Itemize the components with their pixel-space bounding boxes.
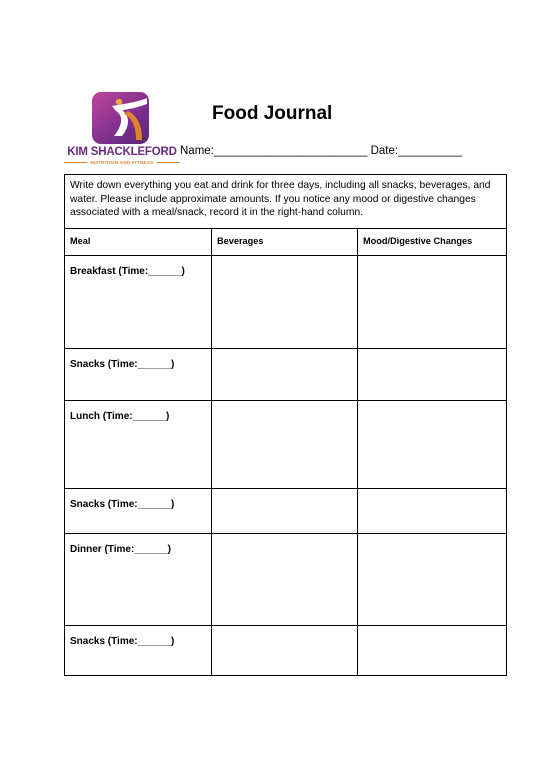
meal-label: Lunch (Time:______) bbox=[70, 411, 170, 422]
table-row bbox=[65, 489, 506, 534]
beverages-cell[interactable] bbox=[211, 534, 358, 625]
beverages-cell[interactable] bbox=[211, 256, 358, 348]
tagline-rule-left bbox=[64, 162, 87, 163]
beverages-cell[interactable] bbox=[211, 349, 358, 400]
meal-label: Breakfast (Time:______) bbox=[70, 266, 185, 277]
table-row bbox=[65, 256, 506, 349]
beverages-cell[interactable] bbox=[211, 626, 358, 675]
meal-label: Snacks (Time:______) bbox=[70, 636, 175, 647]
page-title: Food Journal bbox=[212, 103, 333, 124]
mood-cell[interactable] bbox=[357, 401, 507, 488]
logo-tagline-text: NUTRITION AND FITNESS bbox=[90, 160, 154, 165]
brand-logo bbox=[64, 92, 180, 164]
name-field[interactable]: Name:________________________ bbox=[180, 145, 368, 157]
table-row bbox=[65, 626, 506, 675]
column-header-beverages: Beverages bbox=[217, 236, 264, 246]
table-row bbox=[65, 534, 506, 626]
beverages-cell[interactable] bbox=[211, 489, 358, 533]
mood-cell[interactable] bbox=[357, 256, 507, 348]
meal-rows bbox=[65, 256, 506, 675]
tagline-rule-right bbox=[157, 162, 180, 163]
logo-mark-icon bbox=[92, 92, 149, 144]
table-row bbox=[65, 401, 506, 489]
mood-cell[interactable] bbox=[357, 489, 507, 533]
mood-cell[interactable] bbox=[357, 349, 507, 400]
mood-cell[interactable] bbox=[357, 626, 507, 675]
name-date-line bbox=[180, 145, 462, 157]
meal-label: Dinner (Time:______) bbox=[70, 544, 171, 555]
date-field[interactable]: Date:__________ bbox=[370, 145, 463, 157]
meal-label: Snacks (Time:______) bbox=[70, 499, 175, 510]
column-header-mood: Mood/Digestive Changes bbox=[363, 236, 473, 246]
column-header-meal: Meal bbox=[70, 236, 91, 246]
journal-table bbox=[64, 174, 507, 676]
logo-tagline bbox=[64, 160, 180, 165]
table-row bbox=[65, 349, 506, 401]
header-divider bbox=[357, 229, 358, 256]
meal-label: Snacks (Time:______) bbox=[70, 359, 175, 370]
header-row bbox=[65, 229, 506, 256]
logo-brand-text: KIM SHACKLEFORD bbox=[67, 146, 177, 158]
header-divider bbox=[211, 229, 212, 256]
beverages-cell[interactable] bbox=[211, 401, 358, 488]
mood-cell[interactable] bbox=[357, 534, 507, 625]
instructions: Write down everything you eat and drink for three days, including all snacks, beverages, and water. Please include approximate amounts. If you notice any mood or digestive changes associated with a meal/snack, record it in the right-hand column. bbox=[65, 175, 506, 229]
